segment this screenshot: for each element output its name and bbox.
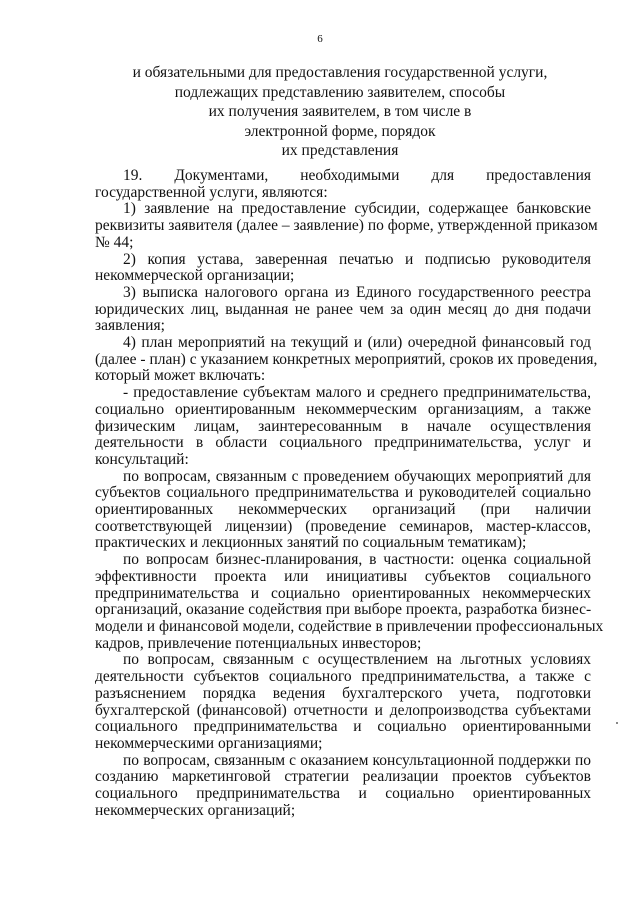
text-line: организаций, оказание содействия при выборе проекта, разработка бизнес- [95, 601, 592, 619]
text-line: (далее - план) с указанием конкретных мероприятий, сроков их проведения, [95, 350, 598, 368]
paragraph-marketing [95, 753, 591, 820]
text-line: физическим лицам, заинтересованным в начале осуществления [95, 417, 591, 435]
heading-line: подлежащих представлению заявителем, способы [174, 83, 506, 101]
text-line: 19. Документами, необходимыми для предоставления [123, 167, 591, 184]
text-line: по вопросам бизнес-планирования, в частности: оценка социальной [123, 551, 591, 569]
paragraph-business-planning [95, 551, 604, 652]
text-line: деятельности в области социального предпринимательства, услуг и [95, 434, 591, 452]
section-heading [90, 63, 590, 161]
text-line: кадров, привлечение потенциальных инвесторов; [95, 634, 422, 652]
page-number: 6 [317, 33, 323, 45]
heading-line: и обязательными для предоставления государственной услуги, [132, 64, 548, 81]
text-line: предпринимательства и социально ориентированных некоммерческих [95, 584, 591, 602]
paragraph-event-plan [95, 334, 598, 385]
text-line: 2) копия устава, заверенная печатью и подписью руководителя [123, 250, 591, 268]
paragraph-tax-extract [95, 285, 591, 335]
text-line: - предоставление субъектам малого и среднего предпринимательства, [123, 384, 591, 402]
document-body [95, 167, 604, 819]
text-line: который может включать: [95, 367, 266, 385]
text-line: некоммерческими организациями; [95, 734, 323, 752]
text-line: консультаций: [95, 450, 189, 468]
scan-speck [616, 722, 618, 724]
text-line: по вопросам, связанным с оказанием консультационной поддержки по [123, 751, 591, 769]
heading-line: электронной форме, порядок [244, 122, 436, 140]
text-line: бухгалтерской (финансовой) отчетности и делопроизводства субъектами [95, 701, 591, 719]
text-line: модели и финансовой модели, содействие в привлечении профессиональных [95, 617, 604, 635]
text-line: 4) план мероприятий на текущий и (или) очередной финансовый год [123, 334, 591, 352]
text-line: социального предпринимательства и социально ориентированными [95, 718, 591, 736]
text-line: № 44; [95, 233, 134, 251]
text-line: реквизиты заявителя (далее – заявление) по форме, утвержденной приказом [95, 217, 598, 235]
paragraph-training [95, 469, 591, 553]
text-line: заявления; [95, 317, 165, 335]
text-line: некоммерческих организаций; [95, 801, 296, 819]
paragraph-application [95, 200, 598, 251]
text-line: эффективности проекта или инициативы субъектов социального [95, 567, 591, 585]
paragraph-charter-copy [95, 252, 591, 285]
text-line: юридических лиц, выданная не ранее чем за один месяц до дня подачи [95, 300, 591, 318]
paragraph-preferential-terms [95, 652, 591, 752]
text-line: социально ориентированным некоммерческим организациям, а также [95, 400, 591, 418]
text-line: деятельности субъектов социального предпринимательства, а также с [95, 668, 591, 686]
text-line: государственной услуги, являются: [95, 183, 328, 201]
text-line: соответствующей лицензии) (проведение семинаров, мастер-классов, [95, 517, 591, 535]
text-line: некоммерческой организации; [95, 267, 295, 285]
text-line: по вопросам, связанным с осуществлением на льготных условиях [123, 651, 591, 669]
text-line: социального предпринимательства и социально ориентированных [95, 785, 591, 803]
heading-line: их представления [281, 142, 399, 159]
text-line: по вопросам, связанным с проведением обучающих мероприятий для [123, 467, 591, 485]
text-line: субъектов социального предпринимательства и руководителей социально [95, 484, 591, 502]
text-line: ориентированных некоммерческих организаций (при наличии [95, 501, 591, 519]
text-line: созданию маркетинговой стратегии реализации проектов субъектов [95, 768, 591, 786]
heading-line: их получения заявителем, в том числе в [208, 103, 472, 120]
paragraph-item-19 [95, 168, 591, 201]
text-line: 1) заявление на предоставление субсидии, содержащее банковские [123, 200, 591, 218]
text-line: разъяснением порядка ведения бухгалтерского учета, подготовки [95, 684, 591, 702]
text-line: 3) выписка налогового органа из Единого государственного реестра [123, 283, 591, 301]
paragraph-services [95, 385, 591, 469]
text-line: практических и лекционных занятий по социальным тематикам); [95, 534, 527, 552]
